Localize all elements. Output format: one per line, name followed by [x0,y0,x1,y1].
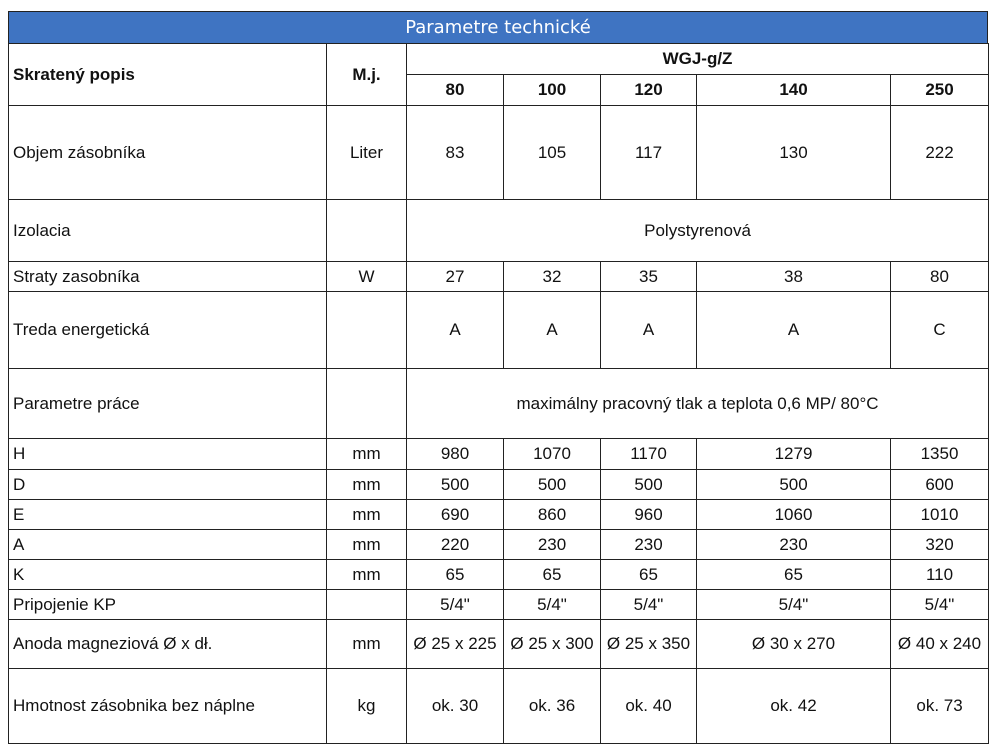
value-cell: ok. 73 [891,669,989,744]
row-label: K [9,560,327,590]
value-cell: 5/4" [504,590,601,620]
value-cell: 38 [697,262,891,292]
value-cell: A [407,292,504,369]
table-row [9,590,989,620]
table-row [9,106,989,200]
spec-sheet [8,11,988,744]
row-label: Pripojenie KP [9,590,327,620]
value-cell: A [601,292,697,369]
value-cell: 65 [504,560,601,590]
value-cell: 65 [697,560,891,590]
row-label: E [9,500,327,530]
row-label: Straty zasobníka [9,262,327,292]
value-cell: 230 [504,530,601,560]
value-cell: 220 [407,530,504,560]
value-cell: ok. 36 [504,669,601,744]
value-cell: 500 [601,470,697,500]
value-cell: 1060 [697,500,891,530]
header-unit: M.j. [327,44,407,106]
value-cell: 230 [601,530,697,560]
table-row [9,500,989,530]
value-cell: 27 [407,262,504,292]
value-cell: 35 [601,262,697,292]
table-row [9,530,989,560]
table-row [9,262,989,292]
table-row [9,200,989,262]
value-cell: 960 [601,500,697,530]
value-cell: 222 [891,106,989,200]
row-label: A [9,530,327,560]
value-cell: A [504,292,601,369]
row-unit [327,200,407,262]
value-cell: 500 [407,470,504,500]
row-unit: mm [327,620,407,669]
value-cell: 5/4" [407,590,504,620]
value-cell: Ø 40 x 240 [891,620,989,669]
table-row [9,669,989,744]
value-cell: 5/4" [697,590,891,620]
value-cell: 860 [504,500,601,530]
value-cell: 500 [504,470,601,500]
row-unit: mm [327,439,407,470]
value-cell: 1279 [697,439,891,470]
header-description: Skratený popis [9,44,327,106]
row-unit: kg [327,669,407,744]
value-cell: A [697,292,891,369]
table-row [9,620,989,669]
row-unit [327,369,407,439]
row-unit: mm [327,530,407,560]
value-cell: 83 [407,106,504,200]
value-cell: 32 [504,262,601,292]
value-cell: Ø 25 x 300 [504,620,601,669]
value-cell: 230 [697,530,891,560]
header-model: 100 [504,75,601,106]
row-unit [327,590,407,620]
value-cell: 105 [504,106,601,200]
table-row [9,439,989,470]
row-label: Parametre práce [9,369,327,439]
merged-value: maximálny pracovný tlak a teplota 0,6 MP/ 80°C [407,369,989,439]
value-cell: 117 [601,106,697,200]
value-cell: C [891,292,989,369]
row-unit: Liter [327,106,407,200]
row-label: Anoda magneziová Ø x dł. [9,620,327,669]
header-model: 80 [407,75,504,106]
row-label: H [9,439,327,470]
row-unit: W [327,262,407,292]
header-model: 120 [601,75,697,106]
value-cell: 80 [891,262,989,292]
row-unit: mm [327,470,407,500]
value-cell: Ø 25 x 350 [601,620,697,669]
header-group: WGJ-g/Z [407,44,989,75]
value-cell: Ø 25 x 225 [407,620,504,669]
value-cell: 980 [407,439,504,470]
value-cell: 65 [407,560,504,590]
value-cell: 5/4" [601,590,697,620]
value-cell: 1350 [891,439,989,470]
table-row [9,560,989,590]
value-cell: ok. 30 [407,669,504,744]
row-unit: mm [327,560,407,590]
value-cell: 600 [891,470,989,500]
row-label: D [9,470,327,500]
table-row [9,470,989,500]
row-unit: mm [327,500,407,530]
table-title: Parametre technické [8,11,988,43]
value-cell: 320 [891,530,989,560]
value-cell: 1070 [504,439,601,470]
value-cell: 1010 [891,500,989,530]
table-row [9,292,989,369]
value-cell: 130 [697,106,891,200]
header-model: 250 [891,75,989,106]
row-label: Objem zásobníka [9,106,327,200]
row-label: Hmotnost zásobnika bez náplne [9,669,327,744]
row-label: Treda energetická [9,292,327,369]
table-row [9,369,989,439]
value-cell: 1170 [601,439,697,470]
value-cell: Ø 30 x 270 [697,620,891,669]
value-cell: 110 [891,560,989,590]
value-cell: 5/4" [891,590,989,620]
header-model: 140 [697,75,891,106]
spec-table [8,43,989,744]
value-cell: ok. 40 [601,669,697,744]
row-unit [327,292,407,369]
value-cell: 500 [697,470,891,500]
value-cell: 65 [601,560,697,590]
row-label: Izolacia [9,200,327,262]
value-cell: ok. 42 [697,669,891,744]
value-cell: 690 [407,500,504,530]
merged-value: Polystyrenová [407,200,989,262]
